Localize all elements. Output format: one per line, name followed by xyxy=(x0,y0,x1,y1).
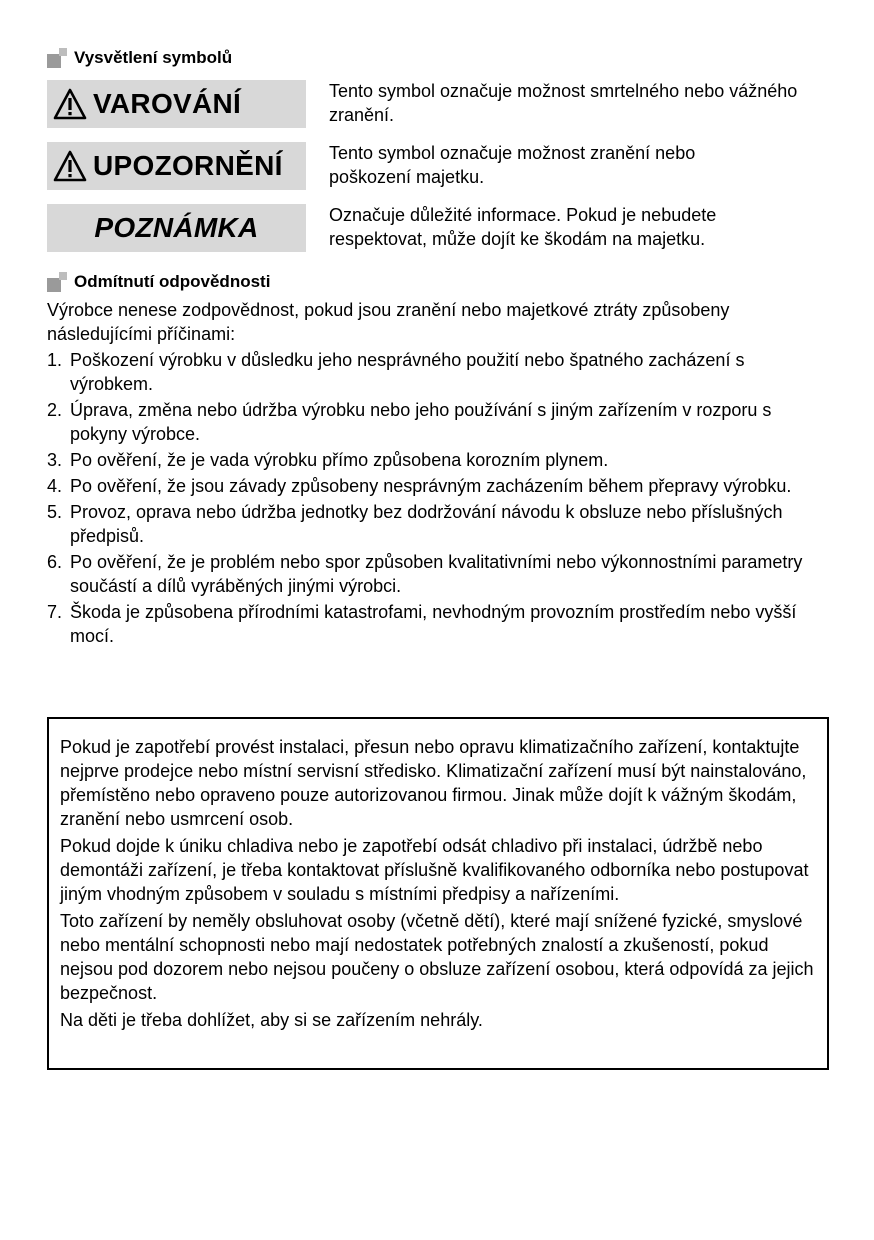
caution-description: Tento symbol označuje možnost zranění nebo poškození majetku. xyxy=(329,143,696,187)
note-label-box xyxy=(47,204,306,252)
symbols-heading-text: Vysvětlení symbolů xyxy=(74,48,233,67)
symbol-row-warning xyxy=(47,80,829,142)
list-item-number: 1. xyxy=(47,350,63,370)
symbols-heading xyxy=(47,44,829,72)
notice-paragraph: Pokud je zapotřebí provést instalaci, přesun nebo opravu klimatizačního zařízení, kontaktujte nejprve prodejce nebo místní servisní středisko. Klimatizační zařízení musí být nainstalováno, přemístěno nebo opraveno pouze autorizovanou firmou. Jinak může dojít k vážným škodám, zranění nebo usmrcení osob. xyxy=(60,737,807,829)
square-bullet-icon xyxy=(47,272,67,292)
document-page xyxy=(47,44,829,650)
list-item-number: 4. xyxy=(47,476,63,496)
list-item xyxy=(47,448,829,472)
caution-label: UPOZORNĚNÍ xyxy=(93,150,283,181)
symbol-row-note xyxy=(47,204,829,266)
notice-box xyxy=(47,717,829,1070)
notice-paragraph: Na děti je třeba dohlížet, aby si se zařízením nehrály. xyxy=(60,1010,483,1030)
list-item-number: 2. xyxy=(47,400,63,420)
list-item-text: Po ověření, že je problém nebo spor způsoben kvalitativními nebo výkonnostními parametry součástí a dílů vyráběných jinými výrobci. xyxy=(70,552,803,596)
note-label: POZNÁMKA xyxy=(94,212,259,243)
list-item xyxy=(47,500,830,548)
note-description: Označuje důležité informace. Pokud je nebudete respektovat, může dojít ke škodám na majetku. xyxy=(329,205,717,249)
list-item-text: Provoz, oprava nebo údržba jednotky bez dodržování návodu k obsluze nebo příslušných předpisů. xyxy=(70,502,783,546)
list-item xyxy=(47,550,829,598)
list-item xyxy=(47,474,829,498)
warning-description: Tento symbol označuje možnost smrtelného nebo vážného zranění. xyxy=(329,81,798,125)
caution-label-box xyxy=(47,142,306,190)
notice-paragraph: Toto zařízení by neměly obsluhovat osoby (včetně dětí), které mají snížené fyzické, smyslové nebo mentální schopnosti nebo mají nedostatek potřebných znalostí a zkušeností, pokud nejsou pod dozorem nebo nejsou poučeny o obsluze zařízení osobou, která odpovídá za jejich bezpečnost. xyxy=(60,911,814,1003)
disclaimer-heading xyxy=(47,268,829,296)
notice-paragraph: Pokud dojde k úniku chladiva nebo je zapotřebí odsát chladivo při instalaci, údržbě nebo demontáži zařízení, je třeba kontaktovat příslušně kvalifikovaného odborníka nebo postupovat jiným vhodným způsobem v souladu s místními předpisy a nařízeními. xyxy=(60,836,809,904)
symbol-row-caution xyxy=(47,142,829,204)
list-item-text: Škoda je způsobena přírodními katastrofami, nevhodným provozním prostředím nebo vyšší mocí. xyxy=(70,602,797,646)
warning-triangle-icon xyxy=(53,88,87,120)
warning-label-box xyxy=(47,80,306,128)
list-item-number: 7. xyxy=(47,602,63,622)
list-item-text: Úprava, změna nebo údržba výrobku nebo jeho používání s jiným zařízením v rozporu s pokyny výrobce. xyxy=(70,400,772,444)
caution-triangle-icon xyxy=(53,150,87,182)
disclaimer-heading-text: Odmítnutí odpovědnosti xyxy=(74,272,271,291)
list-item-text: Po ověření, že je vada výrobku přímo způsobena korozním plynem. xyxy=(70,450,609,470)
square-bullet-icon xyxy=(47,48,67,68)
list-item xyxy=(47,600,829,648)
list-item-number: 5. xyxy=(47,502,63,522)
list-item-number: 3. xyxy=(47,450,63,470)
list-item-text: Po ověření, že jsou závady způsobeny nesprávným zacházením během přepravy výrobku. xyxy=(70,476,792,496)
list-item xyxy=(47,398,810,446)
list-item xyxy=(47,348,770,396)
list-item-number: 6. xyxy=(47,552,63,572)
disclaimer-list xyxy=(47,348,829,648)
list-item-text: Poškození výrobku v důsledku jeho nesprávného použití nebo špatného zacházení s výrobkem. xyxy=(70,350,745,394)
disclaimer-intro: Výrobce nenese zodpovědnost, pokud jsou zranění nebo majetkové ztráty způsobeny následujícími příčinami: xyxy=(47,300,730,344)
warning-label: VAROVÁNÍ xyxy=(93,88,242,119)
